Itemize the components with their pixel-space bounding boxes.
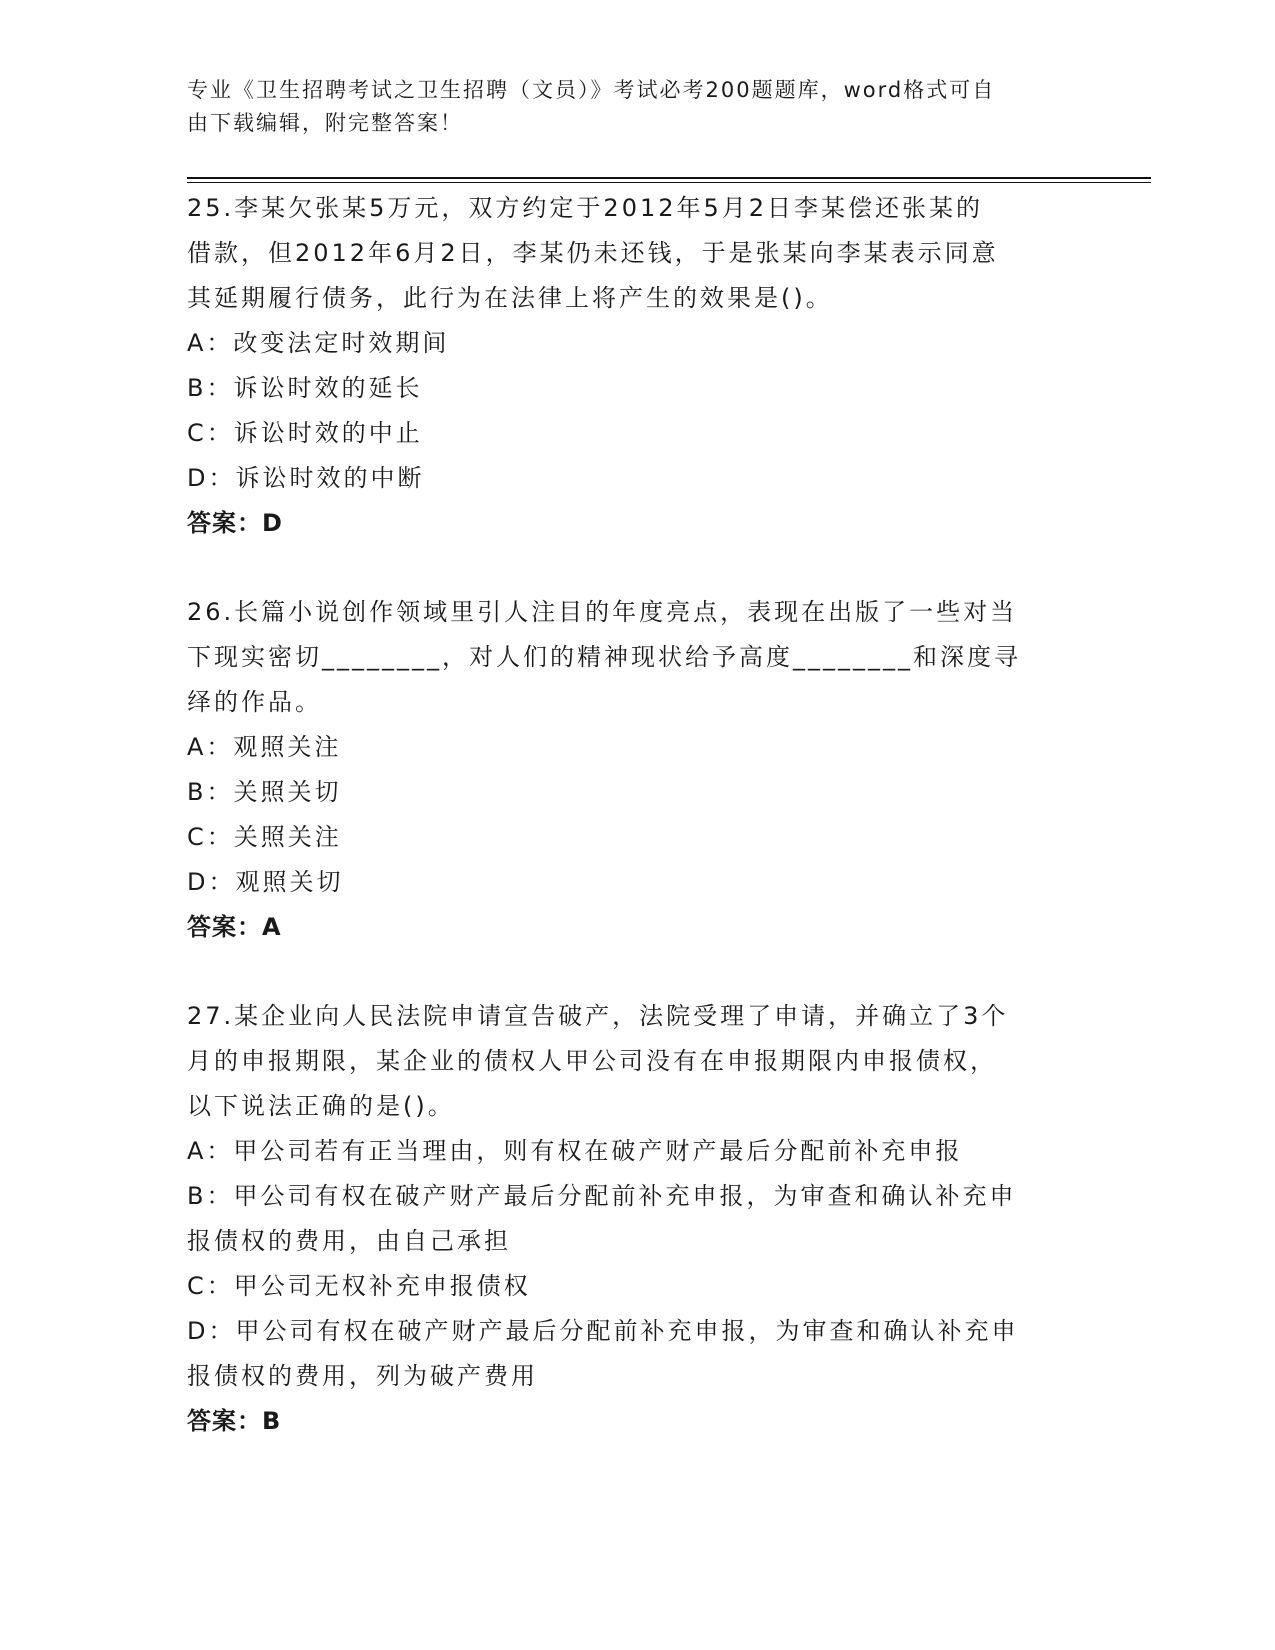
question-stem-line: 借款，但2012年6月2日，李某仍未还钱，于是张某向李某表示同意: [187, 239, 999, 267]
option-a: A：观照关注: [187, 733, 342, 761]
question-block-26: [187, 590, 1087, 950]
option-b: B：甲公司有权在破产财产最后分配前补充申报，为审查和确认补充申: [187, 1182, 1017, 1210]
header-line-2: 由下载编辑，附完整答案！: [187, 111, 463, 135]
question-stem-line: 绎的作品。: [187, 688, 322, 716]
question-stem-line: 月的申报期限，某企业的债权人甲公司没有在申报期限内申报债权，: [187, 1047, 997, 1075]
answer-label: 答案：B: [187, 1407, 282, 1435]
option-c: C：关照关注: [187, 823, 342, 851]
option-d: D：甲公司有权在破产财产最后分配前补充申报，为审查和确认补充申: [187, 1317, 1019, 1345]
answer-label: 答案：D: [187, 509, 283, 537]
answer-label: 答案：A: [187, 913, 282, 941]
question-block-27: [187, 994, 1087, 1444]
question-stem-line: 27.某企业向人民法院申请宣告破产，法院受理了申请，并确立了3个: [187, 1002, 1009, 1030]
question-stem-line: 26.长篇小说创作领域里引人注目的年度亮点，表现在出版了一些对当: [187, 598, 1018, 626]
option-c: C：诉讼时效的中止: [187, 419, 423, 447]
option-a: A：改变法定时效期间: [187, 329, 450, 357]
option-c: C：甲公司无权补充申报债权: [187, 1272, 531, 1300]
question-stem-line: 25.李某欠张某5万元，双方约定于2012年5月2日李某偿还张某的: [187, 194, 984, 222]
question-block-25: [187, 186, 1087, 546]
option-d: D：诉讼时效的中断: [187, 464, 425, 492]
header-line-1: 专业《卫生招聘考试之卫生招聘（文员）》考试必考200题题库，word格式可自: [187, 78, 996, 102]
option-b: B：关照关切: [187, 778, 342, 806]
option-b-continued: 报债权的费用，由自己承担: [187, 1227, 511, 1255]
option-b: B：诉讼时效的延长: [187, 374, 423, 402]
option-d-continued: 报债权的费用，列为破产费用: [187, 1362, 538, 1390]
header-divider-thick: [187, 177, 1151, 179]
question-stem-line: 下现实密切________，对人们的精神现状给予高度________和深度寻: [187, 643, 1021, 671]
header-divider-thin: [187, 182, 1151, 183]
document-header: [187, 74, 1067, 140]
question-stem-line: 其延期履行债务，此行为在法律上将产生的效果是()。: [187, 284, 833, 312]
option-d: D：观照关切: [187, 868, 344, 896]
question-stem-line: 以下说法正确的是()。: [187, 1092, 455, 1120]
option-a: A：甲公司若有正当理由，则有权在破产财产最后分配前补充申报: [187, 1137, 963, 1165]
